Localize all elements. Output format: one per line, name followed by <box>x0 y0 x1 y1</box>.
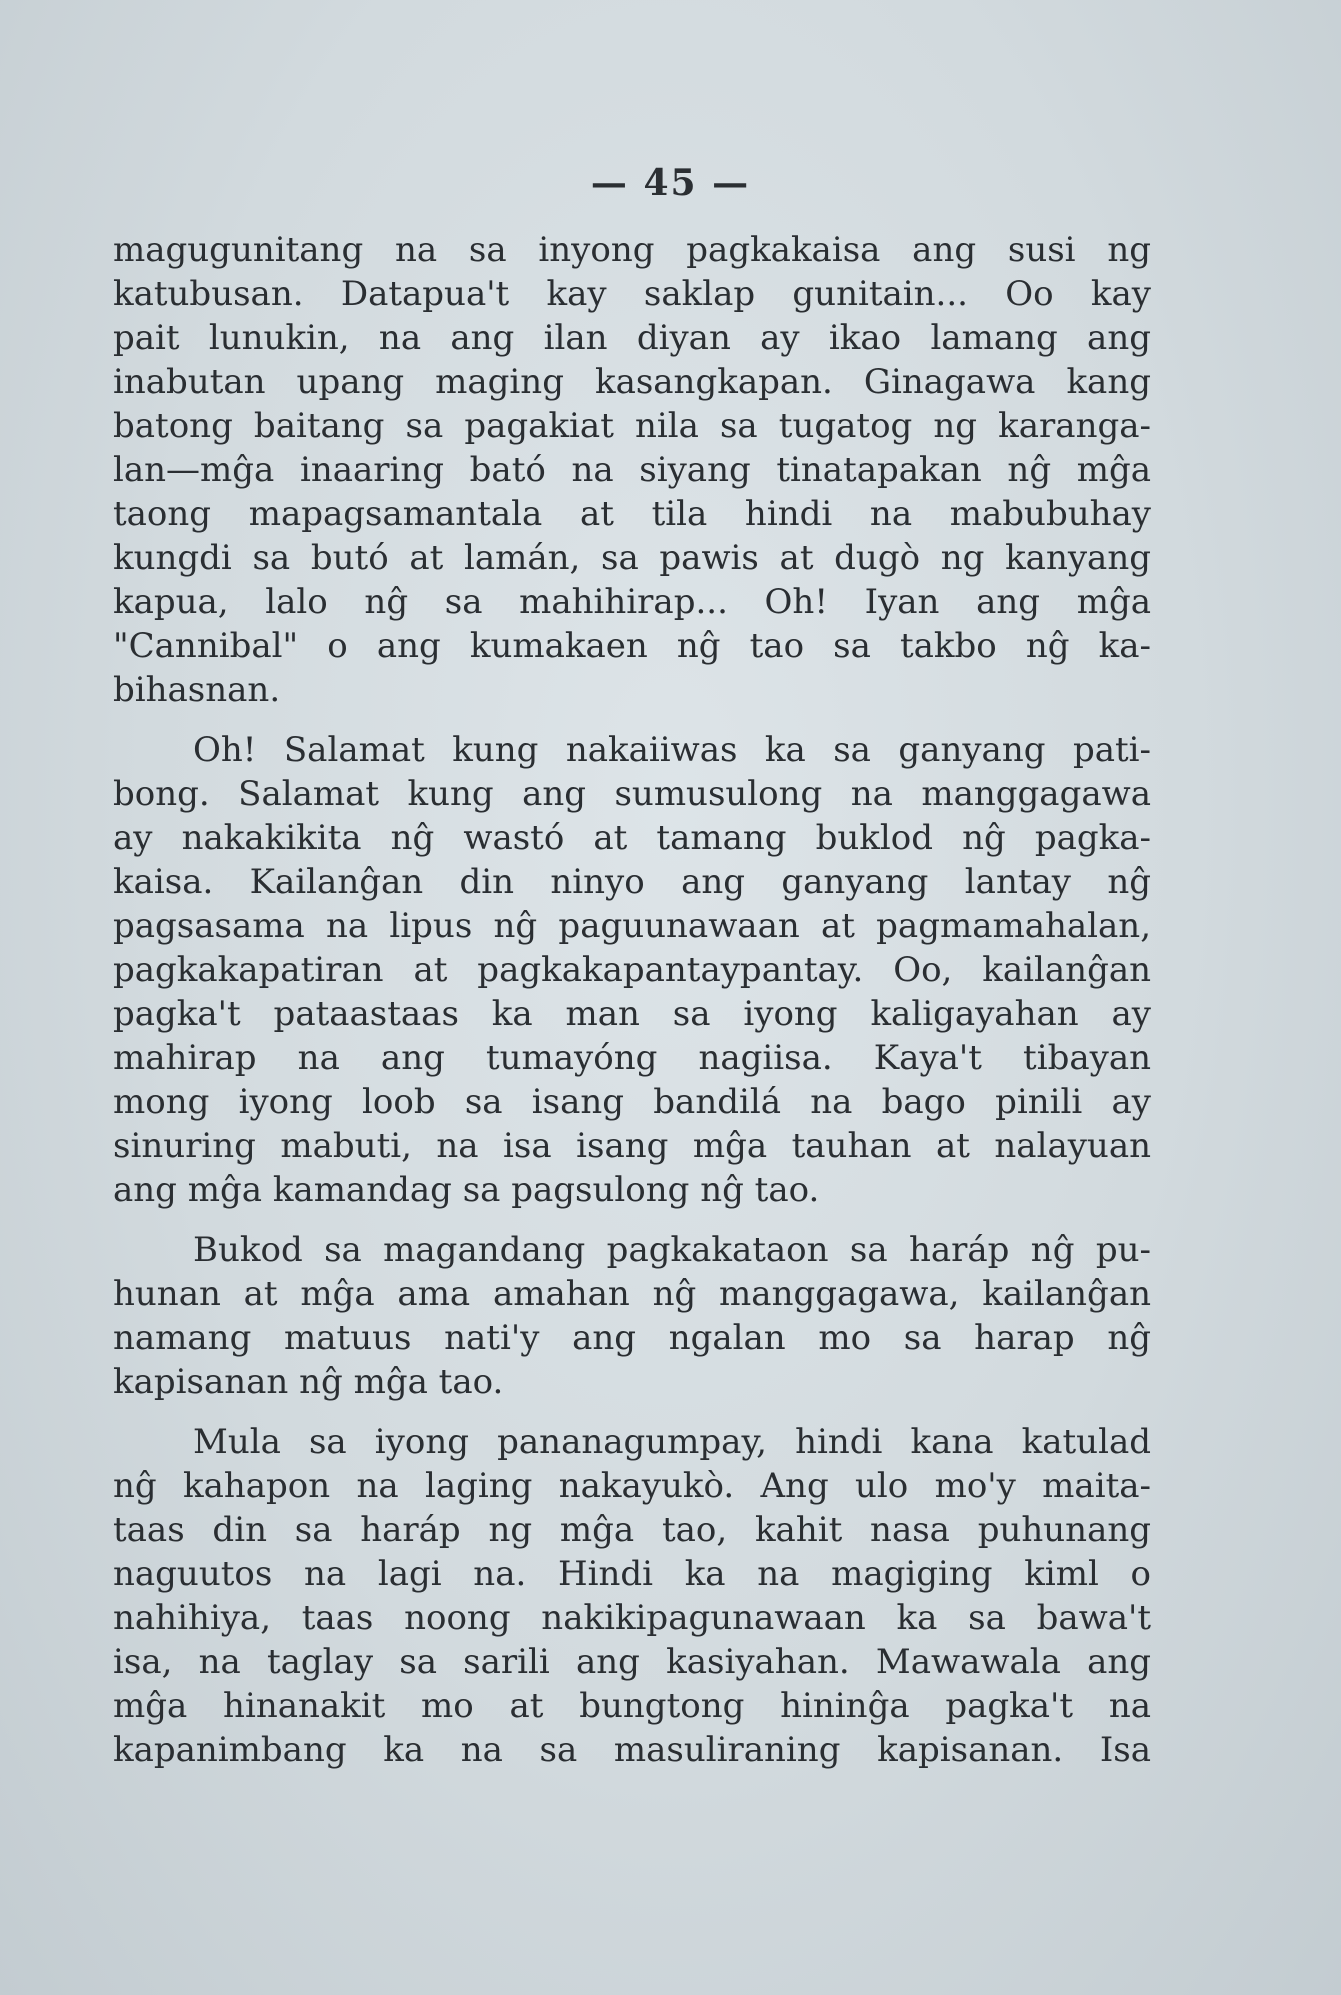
text-line: ang mĝa kamandag sa pagsulong nĝ tao. <box>113 1170 820 1210</box>
text-line: Mula sa iyong pananagumpay, hindi kana katulad <box>193 1422 1151 1462</box>
page-number: — 45 — <box>590 162 751 204</box>
paragraph-4 <box>113 1420 1151 1772</box>
text-line: mahirap na ang tumayóng nagiisa. Kaya't tibayan <box>113 1038 1151 1078</box>
text-line: mong iyong loob sa isang bandilá na bago pinili ay <box>113 1082 1151 1122</box>
paragraph-3 <box>113 1228 1151 1404</box>
text-line: pagsasama na lipus nĝ paguunawaan at pagmamahalan, <box>113 906 1151 946</box>
text-line: namang matuus nati'y ang ngalan mo sa harap nĝ <box>113 1318 1151 1358</box>
text-line: ay nakakikita nĝ wastó at tamang buklod nĝ pagka- <box>113 818 1151 858</box>
text-line: hunan at mĝa ama amahan nĝ manggagawa, kailanĝan <box>113 1274 1151 1314</box>
text-line: magugunitang na sa inyong pagkakaisa ang susi ng <box>113 230 1151 270</box>
paragraph-2 <box>113 728 1151 1212</box>
text-line: Bukod sa magandang pagkakataon sa haráp nĝ pu- <box>193 1230 1151 1270</box>
text-line: taong mapagsamantala at tila hindi na mabubuhay <box>113 494 1151 534</box>
text-line: lan—mĝa inaaring bató na siyang tinatapakan nĝ mĝa <box>113 450 1151 490</box>
text-line: kapanimbang ka na sa masuliraning kapisanan. Isa <box>113 1730 1151 1770</box>
text-line: kaisa. Kailanĝan din ninyo ang ganyang lantay nĝ <box>113 862 1151 902</box>
text-line: nahihiya, taas noong nakikipagunawaan ka sa bawa't <box>113 1598 1151 1638</box>
text-line: kapisanan nĝ mĝa tao. <box>113 1362 504 1402</box>
text-line: batong baitang sa pagakiat nila sa tugatog ng karanga- <box>113 406 1151 446</box>
text-line: bong. Salamat kung ang sumusulong na manggagawa <box>113 774 1151 814</box>
text-line: pait lunukin, na ang ilan diyan ay ikao lamang ang <box>113 318 1151 358</box>
text-line: nĝ kahapon na laging nakayukò. Ang ulo mo'y maita- <box>113 1466 1151 1506</box>
text-line: taas din sa haráp ng mĝa tao, kahit nasa puhunang <box>113 1510 1151 1550</box>
text-line: inabutan upang maging kasangkapan. Ginagawa kang <box>113 362 1151 402</box>
text-line: pagkakapatiran at pagkakapantaypantay. Oo, kailanĝan <box>113 950 1151 990</box>
text-line: isa, na taglay sa sarili ang kasiyahan. Mawawala ang <box>113 1642 1151 1682</box>
text-line: sinuring mabuti, na isa isang mĝa tauhan at nalayuan <box>113 1126 1151 1166</box>
text-line: bihasnan. <box>113 670 281 710</box>
body-text <box>113 228 1151 1772</box>
text-line: "Cannibal" o ang kumakaen nĝ tao sa takbo nĝ ka- <box>113 626 1151 666</box>
text-line: kungdi sa butó at lamán, sa pawis at dugò ng kanyang <box>113 538 1151 578</box>
text-line: kapua, lalo nĝ sa mahihirap... Oh! Iyan ang mĝa <box>113 582 1151 622</box>
text-line: Oh! Salamat kung nakaiiwas ka sa ganyang pati- <box>193 730 1151 770</box>
text-line: mĝa hinanakit mo at bungtong hininĝa pagka't na <box>113 1686 1151 1726</box>
text-line: katubusan. Datapua't kay saklap gunitain... Oo kay <box>113 274 1151 314</box>
paragraph-1 <box>113 228 1151 712</box>
text-line: naguutos na lagi na. Hindi ka na magiging kiml o <box>113 1554 1151 1594</box>
text-line: pagka't pataastaas ka man sa iyong kaligayahan ay <box>113 994 1151 1034</box>
